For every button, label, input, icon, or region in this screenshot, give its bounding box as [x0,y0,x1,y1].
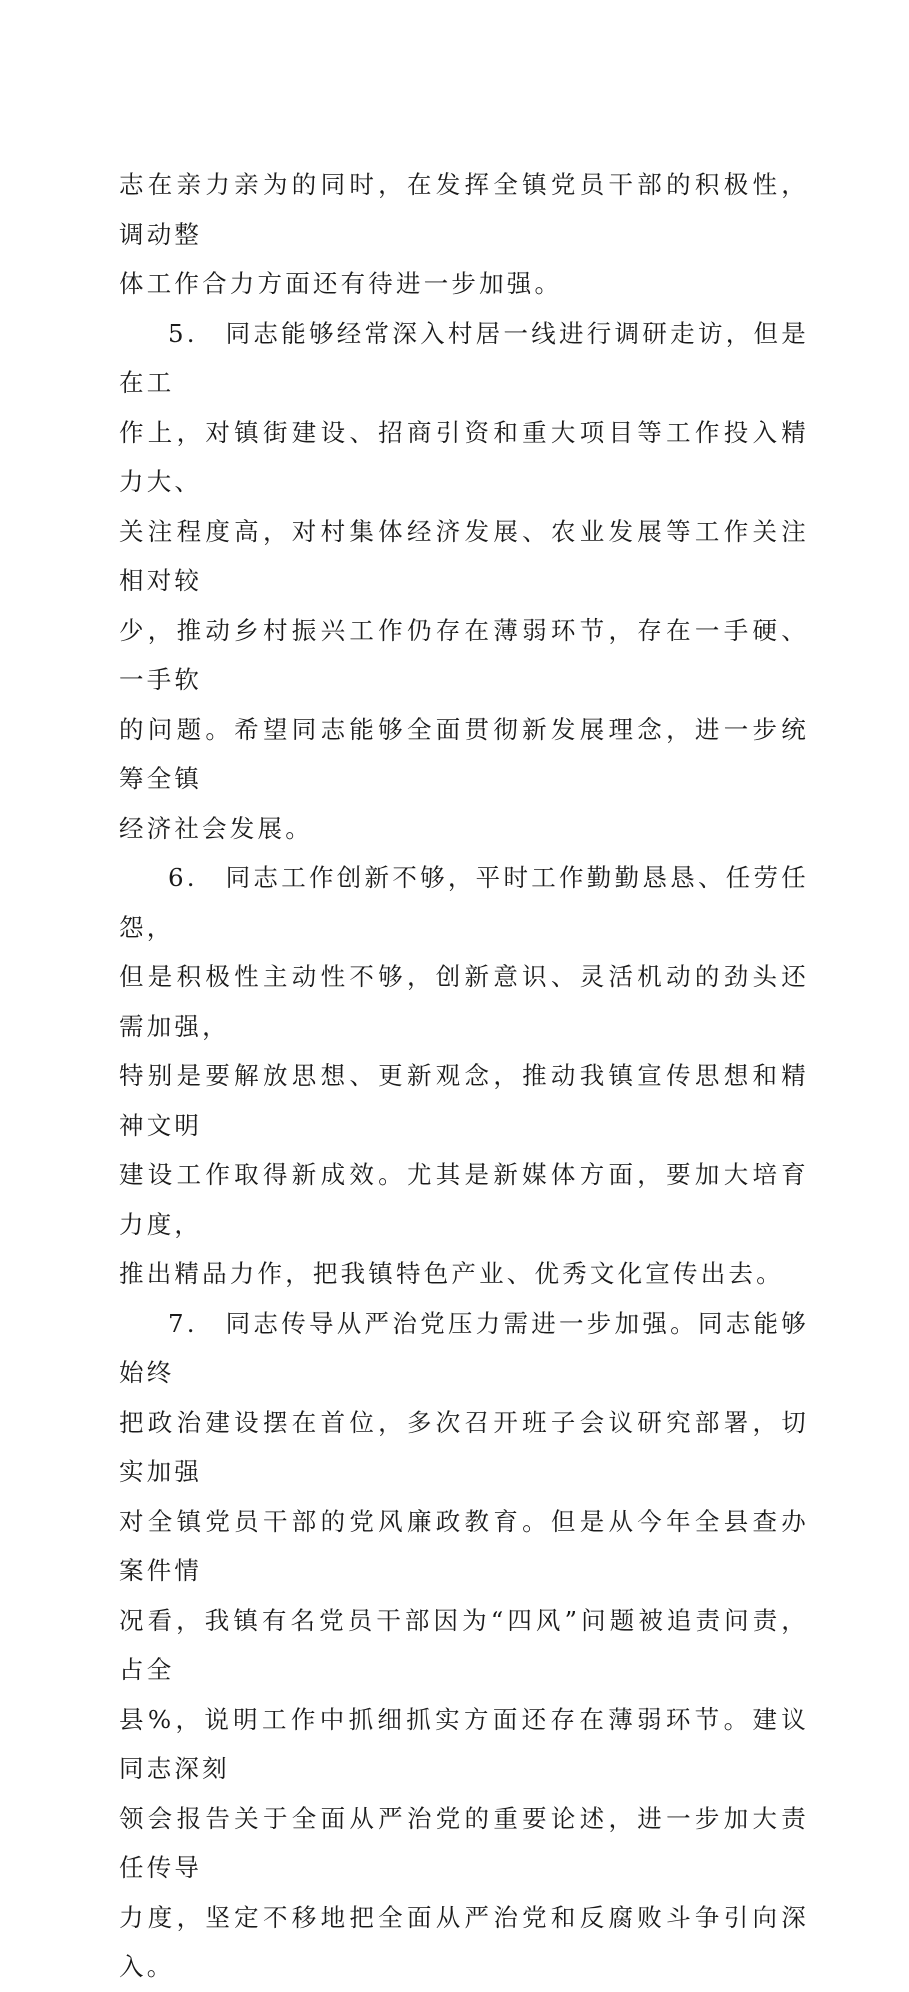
paragraph-item-5: 5. 同志能够经常深入村居一线进行调研走访，但是在工 作上，对镇街建设、招商引资和重大项目等工作投入精力大、 关注程度高，对村集体经济发展、农业发展等工作关注相对较 少，推动乡村振兴工作仍存在薄弱环节，存在一手硬、一手软 的问题。希望同志能够全面贯彻新发展理念，进一步统筹全镇 经济社会发展。 [119,318,809,843]
document-body [119,160,809,1992]
paragraph-item-6: 6. 同志工作创新不够，平时工作勤勤恳恳、任劳任怨， 但是积极性主动性不够，创新意识、灵活机动的劲头还需加强， 特别是要解放思想、更新观念，推动我镇宣传思想和精神文明 建设工作取得新成效。尤其是新媒体方面，要加大培育力度， 推出精品力作，把我镇特色产业、优秀文化宣传出去。 [119,863,809,1288]
paragraph-continuation: 志在亲力亲为的同时，在发挥全镇党员干部的积极性，调动整 体工作合力方面还有待进一步加强。 [119,170,809,298]
paragraph-item-7: 7. 同志传导从严治党压力需进一步加强。同志能够始终 把政治建设摆在首位，多次召开班子会议研究部署，切实加强 对全镇党员干部的党风廉政教育。但是从今年全县查办案件情 况看，我镇有名党员干部因为“四风”问题被追责问责，占全 县%，说明工作中抓细抓实方面还存在薄弱环节。建议同志深刻 领会报告关于全面从严治党的重要论述，进一步加大责任传导 力度，坚定不移地把全面从严治党和反腐败斗争引向深入。 [119,1308,809,1981]
